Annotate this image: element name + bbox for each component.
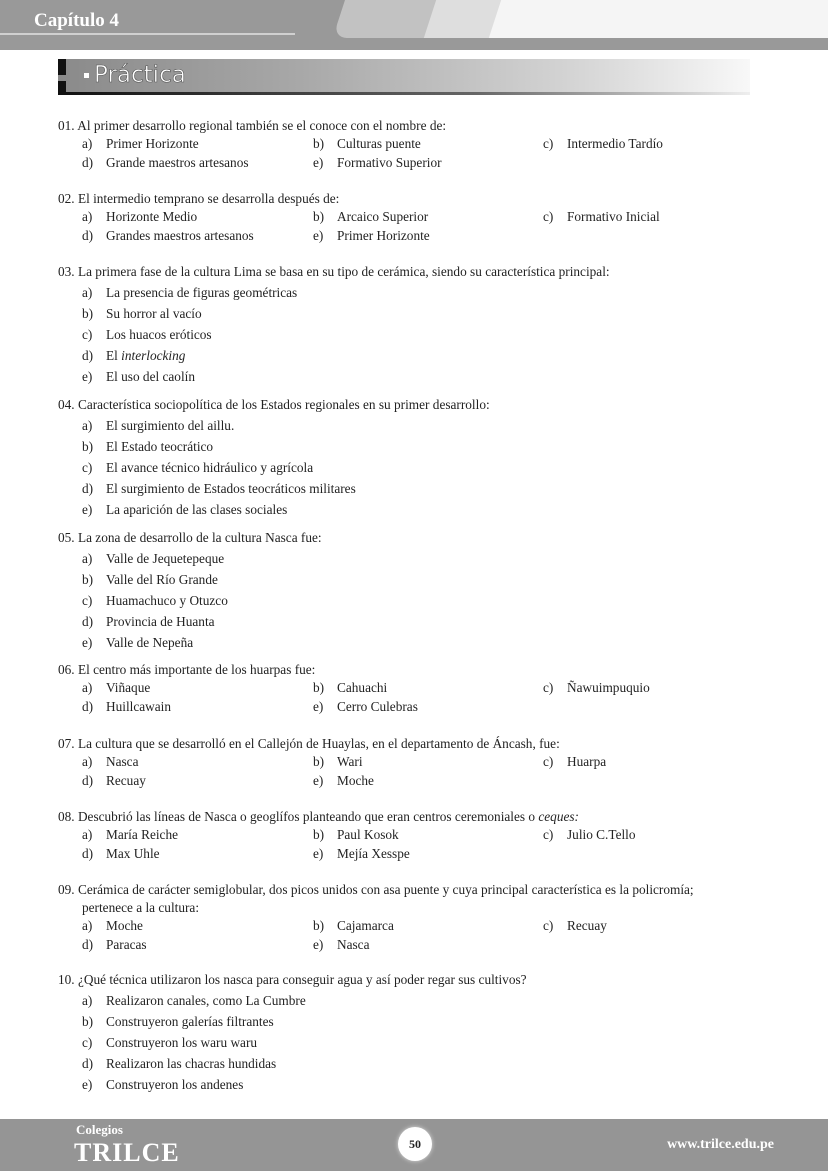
option-text-plain: El uso del caolín: [106, 369, 195, 384]
option-text-plain: Recuay: [567, 918, 607, 933]
option-letter: b): [313, 136, 325, 151]
option-letter: d): [82, 772, 94, 788]
option-letter: a): [82, 993, 93, 1008]
option-letter: c): [543, 209, 554, 224]
chapter-header: [0, 0, 828, 50]
option-letter: e): [313, 845, 324, 861]
option-text-plain: Formativo Superior: [337, 154, 442, 170]
option-text: [106, 1077, 243, 1093]
option-letter: d): [82, 936, 94, 952]
question-stem: Cerámica de carácter semiglobular, dos picos unidos con asa puente y cuya principal característica es la policromía;: [77, 882, 694, 897]
option-letter: b): [82, 572, 94, 587]
option-text-plain: Culturas puente: [337, 136, 421, 151]
option-letter: a): [82, 209, 93, 224]
option-letter: c): [543, 136, 554, 151]
question-number: 08.: [58, 809, 75, 824]
option-text-plain: El surgimiento de Estados teocráticos militares: [106, 481, 356, 496]
option-text-italic: interlocking: [121, 348, 186, 363]
option-letter: e): [82, 369, 93, 384]
option-text-plain: La presencia de figuras geométricas: [106, 285, 298, 300]
option-letter: d): [82, 227, 94, 243]
option-text: [337, 773, 374, 789]
option-text: [106, 439, 213, 455]
question-text: [58, 736, 560, 752]
option-text-plain: Huamachuco y Otuzco: [106, 593, 228, 608]
option-text: [337, 136, 421, 152]
option-text-plain: Wari: [337, 754, 363, 769]
option-text: [106, 937, 147, 953]
option-text-plain: Moche: [106, 918, 143, 933]
option-text-plain: Max Uhle: [106, 845, 160, 861]
website-link[interactable]: www.trilce.edu.pe: [667, 1137, 774, 1152]
page-footer: [0, 1119, 828, 1171]
question-number: 09.: [58, 882, 75, 897]
header-decoration: [489, 0, 828, 38]
option-text: [106, 327, 212, 343]
option-text: [337, 155, 442, 171]
question-number: 05.: [58, 530, 75, 545]
question-text: [58, 530, 322, 546]
question-stem: El centro más importante de los huarpas fue:: [77, 662, 316, 677]
option-letter: d): [82, 698, 94, 714]
option-text: [106, 1035, 257, 1051]
option-letter: b): [82, 1014, 94, 1029]
option-text: [106, 1014, 274, 1030]
option-text-plain: Horizonte Medio: [106, 209, 198, 224]
page-number: 50: [398, 1127, 432, 1161]
option-text-plain: Valle del Río Grande: [106, 572, 218, 587]
option-text-plain: Construyeron galerías filtrantes: [106, 1014, 274, 1029]
option-letter: c): [543, 918, 554, 933]
option-text-plain: La aparición de las clases sociales: [106, 502, 288, 517]
brand-logo: TRILCE: [74, 1138, 180, 1167]
header-underline: [0, 33, 295, 35]
option-text: [106, 699, 171, 715]
option-text: [337, 918, 394, 934]
option-text: [106, 460, 313, 476]
option-text: [106, 572, 218, 588]
option-text: [337, 680, 387, 696]
option-letter: c): [543, 827, 554, 842]
option-letter: b): [313, 209, 325, 224]
question-text: [58, 972, 527, 988]
option-text-plain: El Estado teocrático: [106, 439, 214, 454]
option-text-plain: Su horror al vacío: [106, 306, 202, 321]
option-text: [106, 348, 185, 364]
chapter-title: Capítulo 4: [34, 10, 119, 31]
option-letter: b): [313, 827, 325, 842]
question-text: [58, 397, 490, 413]
option-text-plain: Julio C.Tello: [567, 827, 636, 842]
option-letter: d): [82, 1056, 94, 1071]
option-text-plain: Paracas: [106, 936, 147, 952]
option-letter: b): [82, 439, 94, 454]
option-letter: d): [82, 614, 94, 629]
option-text: [106, 551, 224, 567]
option-letter: b): [313, 918, 325, 933]
option-letter: e): [82, 635, 93, 650]
option-text-plain: Arcaico Superior: [337, 209, 429, 224]
option-letter: a): [82, 680, 93, 695]
option-text-plain: Valle de Nepeña: [106, 635, 194, 650]
option-text: [106, 827, 178, 843]
option-text-plain: María Reiche: [106, 827, 178, 842]
option-text: [337, 699, 418, 715]
option-letter: d): [82, 845, 94, 861]
option-text-plain: Nasca: [106, 754, 139, 769]
option-text-plain: Valle de Jequetepeque: [106, 551, 225, 566]
option-text: [106, 635, 193, 651]
question-number: 10.: [58, 972, 75, 987]
option-text-plain: Realizaron canales, como La Cumbre: [106, 993, 306, 1008]
option-text: [106, 155, 249, 171]
option-text-plain: Formativo Inicial: [567, 209, 660, 224]
option-text: [337, 754, 363, 770]
option-text: [567, 827, 636, 843]
section-banner: [58, 59, 750, 95]
option-text: [567, 754, 606, 770]
option-text-plain: Nasca: [337, 936, 370, 952]
option-text: [106, 209, 197, 225]
option-text-plain: Moche: [337, 772, 374, 788]
option-text-plain: Cahuachi: [337, 680, 388, 695]
option-text: [337, 228, 430, 244]
brand-logo-small: Colegios: [76, 1122, 123, 1137]
option-text: [567, 136, 663, 152]
option-letter: d): [82, 348, 94, 363]
option-letter: a): [82, 827, 93, 842]
option-text: [106, 136, 199, 152]
option-letter: c): [82, 1035, 93, 1050]
option-text-plain: Intermedio Tardío: [567, 136, 663, 151]
option-letter: e): [313, 154, 324, 170]
option-letter: a): [82, 418, 93, 433]
question-text: [58, 264, 610, 280]
option-text-plain: Mejía Xesspe: [337, 845, 410, 861]
option-text: [106, 918, 143, 934]
option-text: [106, 369, 195, 385]
option-text-plain: El: [106, 348, 122, 363]
option-text: [106, 846, 160, 862]
option-letter: c): [82, 460, 93, 475]
option-text-plain: Huillcawain: [106, 698, 171, 714]
question-number: 07.: [58, 736, 75, 751]
option-text-plain: Recuay: [106, 772, 146, 788]
question-italic: ceques:: [538, 809, 579, 824]
option-text: [106, 228, 254, 244]
banner-underline: [66, 92, 750, 95]
option-text: [337, 827, 399, 843]
option-letter: a): [82, 285, 93, 300]
question-number: 04.: [58, 397, 75, 412]
question-stem: Al primer desarrollo regional también se el conoce con el nombre de:: [77, 118, 447, 133]
question-stem: La primera fase de la cultura Lima se basa en su tipo de cerámica, siendo su característica principal:: [77, 264, 610, 279]
question-stem: ¿Qué técnica utilizaron los nasca para conseguir agua y así poder regar sus cultivos?: [77, 972, 527, 987]
option-letter: e): [313, 936, 324, 952]
option-text: [106, 593, 228, 609]
option-text: [106, 614, 215, 630]
option-text-plain: Los huacos eróticos: [106, 327, 212, 342]
option-text: [337, 937, 369, 953]
option-text-plain: Construyeron los andenes: [106, 1077, 244, 1092]
section-title: Práctica: [84, 61, 186, 89]
question-text: [58, 662, 315, 678]
question-number: 02.: [58, 191, 75, 206]
option-text-plain: Grandes maestros artesanos: [106, 227, 254, 243]
option-letter: d): [82, 154, 94, 170]
question-text: [58, 118, 446, 134]
option-text: [337, 209, 428, 225]
option-text-plain: Cajamarca: [337, 918, 394, 933]
option-letter: e): [313, 227, 324, 243]
option-letter: e): [313, 698, 324, 714]
option-letter: a): [82, 918, 93, 933]
question-number: 06.: [58, 662, 75, 677]
option-text: [106, 418, 234, 434]
option-letter: c): [82, 327, 93, 342]
option-letter: e): [82, 502, 93, 517]
option-text: [106, 306, 202, 322]
option-text-plain: Construyeron los waru waru: [106, 1035, 258, 1050]
option-letter: b): [313, 754, 325, 769]
question-stem: La zona de desarrollo de la cultura Nasca fue:: [77, 530, 322, 545]
banner-block: [58, 81, 66, 95]
option-text: [106, 502, 287, 518]
option-text: [106, 993, 306, 1009]
question-text: [58, 809, 579, 825]
option-letter: a): [82, 551, 93, 566]
option-letter: a): [82, 754, 93, 769]
question-stem: La cultura que se desarrolló en el Callejón de Huaylas, en el departamento de Áncash, fue:: [77, 736, 560, 751]
question-text: [58, 191, 339, 207]
question-text-continued: pertenece a la cultura:: [82, 900, 200, 915]
option-text: [106, 285, 297, 301]
question-text: [58, 882, 694, 898]
option-text-plain: Cerro Culebras: [337, 698, 418, 714]
option-text-plain: Viñaque: [106, 680, 151, 695]
question-number: 03.: [58, 264, 75, 279]
option-text: [106, 1056, 276, 1072]
question-number: 01.: [58, 118, 75, 133]
option-letter: c): [82, 593, 93, 608]
option-text-plain: Ñawuimpuquio: [567, 680, 650, 695]
option-letter: c): [543, 754, 554, 769]
option-text: [337, 846, 410, 862]
option-letter: c): [543, 680, 554, 695]
option-text: [106, 481, 356, 497]
question-stem: El intermedio temprano se desarrolla después de:: [77, 191, 340, 206]
option-letter: d): [82, 481, 94, 496]
question-stem: Descubrió las líneas de Nasca o geoglífos planteando que eran centros ceremoniales o: [77, 809, 539, 824]
option-text: [106, 680, 150, 696]
option-letter: b): [313, 680, 325, 695]
option-letter: b): [82, 306, 94, 321]
option-text-plain: El avance técnico hidráulico y agrícola: [106, 460, 314, 475]
option-letter: e): [313, 772, 324, 788]
option-text-plain: Primer Horizonte: [337, 227, 430, 243]
banner-block: [58, 59, 66, 75]
option-text: [567, 918, 607, 934]
option-text: [106, 773, 146, 789]
option-text-plain: Grande maestros artesanos: [106, 154, 249, 170]
option-text-plain: Provincia de Huanta: [106, 614, 215, 629]
option-text: [567, 680, 650, 696]
option-letter: a): [82, 136, 93, 151]
option-letter: e): [82, 1077, 93, 1092]
option-text: [106, 754, 138, 770]
question-stem: Característica sociopolítica de los Estados regionales en su primer desarrollo:: [77, 397, 490, 412]
option-text-plain: Huarpa: [567, 754, 607, 769]
option-text: [567, 209, 660, 225]
option-text-plain: Primer Horizonte: [106, 136, 199, 151]
option-text-plain: El surgimiento del aillu.: [106, 418, 235, 433]
option-text-plain: Paul Kosok: [337, 827, 399, 842]
option-text-plain: Realizaron las chacras hundidas: [106, 1056, 277, 1071]
